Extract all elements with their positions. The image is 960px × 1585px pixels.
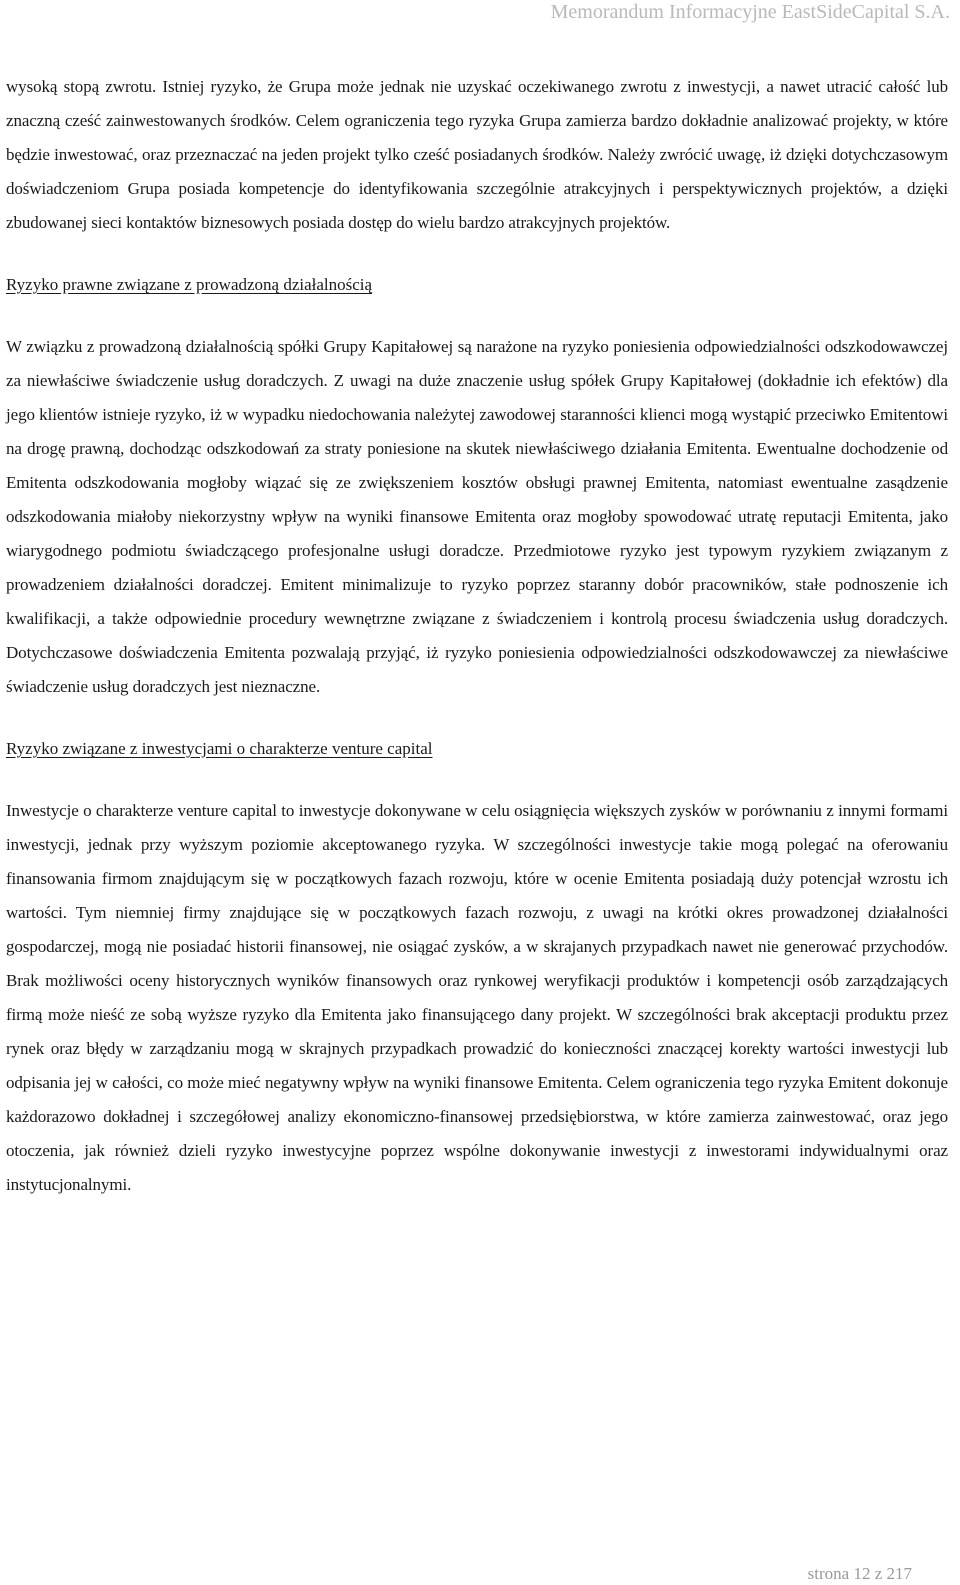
page-number: strona 12 z 217: [807, 1564, 912, 1583]
paragraph-venture-capital-risk: Inwestycje o charakterze venture capital to inwestycje dokonywane w celu osiągnięcia większych zysków w porównaniu z innymi formami inwestycji, jednak przy wyższym poziomie akceptowanego ryzyka. W szczególności inwestycje takie mogą polegać na oferowaniu finansowania firmom znajdującym się w początkowych fazach rozwoju, które w ocenie Emitenta posiadają duży potencjał wzrostu ich wartości. Tym niemniej firmy znajdujące się w początkowych fazach rozwoju, z uwagi na krótki okres prowadzonej działalności gospodarczej, mogą nie posiadać historii finansowej, nie osiągać zysków, a w skrajanych przypadkach nawet nie generować przychodów. Brak możliwości oceny historycznych wyników finansowych oraz rynkowej weryfikacji produktów i kompetencji osób zarządzających firmą może nieść ze sobą wyższe ryzyko dla Emitenta jako finansującego dany projekt. W szczególności brak akceptacji produktu przez rynek oraz błędy w zarządzaniu mogą w skrajnych przypadkach prowadzić do konieczności znaczącej korekty wartości inwestycji lub odpisania jej w całości, co może mieć negatywny wpływ na wyniki finansowe Emitenta. Celem ograniczenia tego ryzyka Emitent dokonuje każdorazowo dokładnej i szczegółowej analizy ekonomiczno-finansowej przedsiębiorstwa, w które zamierza zainwestować, oraz jego otoczenia, jak również dzieli ryzyko inwestycyjne poprzez wspólne dokonywanie inwestycji z inwestorami indywidualnymi oraz instytucjonalnymi.: [6, 801, 948, 1194]
section-heading-venture-capital-risk: Ryzyko związane z inwestycjami o charakterze venture capital: [6, 739, 433, 758]
document-header-title: Memorandum Informacyjne EastSideCapital S.A.: [550, 1, 950, 23]
spacer: [6, 704, 948, 732]
section-heading-legal-risk: Ryzyko prawne związane z prowadzoną działalnością: [6, 275, 373, 294]
spacer: [6, 766, 948, 794]
paragraph-legal-risk: W związku z prowadzoną działalnością spółki Grupy Kapitałowej są narażone na ryzyko poniesienia odpowiedzialności odszkodowawczej za niewłaściwe świadczenie usług doradczych. Z uwagi na duże znaczenie usług spółek Grupy Kapitałowej (dokładnie ich efektów) dla jego klientów istnieje ryzyko, iż w wypadku niedochowania należytej zawodowej staranności klienci mogą wystąpić przeciwko Emitentowi na drogę prawną, dochodząc odszkodowań za straty poniesione na skutek niewłaściwego działania Emitenta. Ewentualne dochodzenie od Emitenta odszkodowania mogłoby wiązać się ze zwiększeniem kosztów obsługi prawnej Emitenta, natomiast ewentualne zasądzenie odszkodowania miałoby niekorzystny wpływ na wyniki finansowe Emitenta oraz mogłoby spowodować utratę reputacji Emitenta, jako wiarygodnego podmiotu świadczącego profesjonalne usługi doradcze. Przedmiotowe ryzyko jest typowym ryzykiem związanym z prowadzeniem działalności doradczej. Emitent minimalizuje to ryzyko poprzez staranny dobór pracowników, stałe podnoszenie ich kwalifikacji, a także odpowiednie procedury wewnętrzne związane z świadczeniem i kontrolą procesu świadczenia usług doradczych. Dotychczasowe doświadczenia Emitenta pozwalają przyjąć, iż ryzyko poniesienia odpowiedzialności odszkodowawczej za niewłaściwe świadczenie usług doradczych jest nieznaczne.: [6, 337, 948, 696]
document-body: [6, 70, 948, 1202]
spacer: [6, 240, 948, 268]
spacer: [6, 302, 948, 330]
paragraph-investment-return-risk: wysoką stopą zwrotu. Istniej ryzyko, że Grupa może jednak nie uzyskać oczekiwanego zwrotu z inwestycji, a nawet utracić całość lub znaczną cześć zainwestowanych środków. Celem ograniczenia tego ryzyka Grupa zamierza bardzo dokładnie analizować projekty, w które będzie inwestować, oraz przeznaczać na jeden projekt tylko cześć posiadanych środków. Należy zwrócić uwagę, iż dzięki dotychczasowym doświadczeniom Grupa posiada kompetencje do identyfikowania szczególnie atrakcyjnych i perspektywicznych projektów, a dzięki zbudowanej sieci kontaktów biznesowych posiada dostęp do wielu bardzo atrakcyjnych projektów.: [6, 77, 948, 232]
